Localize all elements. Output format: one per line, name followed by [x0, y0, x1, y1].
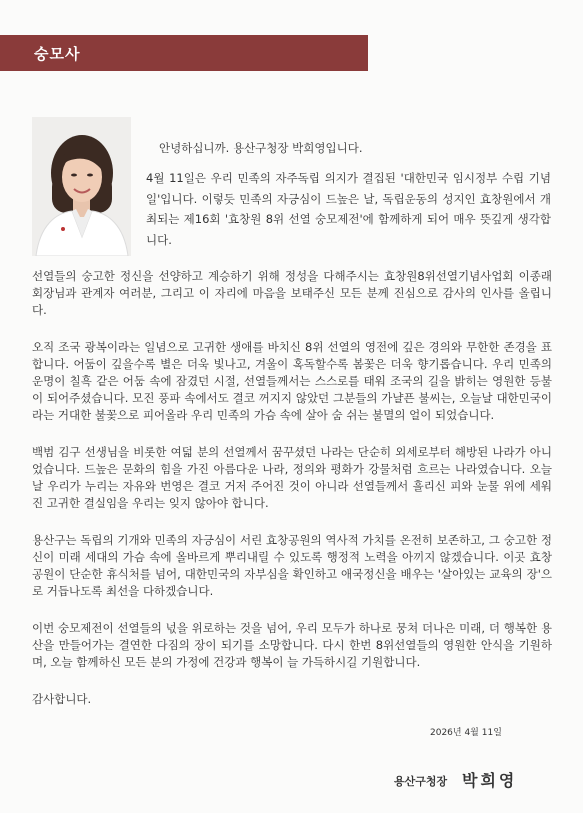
greeting-line: 안녕하십니까. 용산구청장 박희영입니다.	[159, 141, 363, 155]
date-line: 2026년 4월 11일	[430, 728, 502, 738]
paragraph: 용산구는 독립의 기개와 민족의 자긍심이 서린 효창공원의 역사적 가치를 온전히 보존하고, 그 숭고한 정신이 미래 세대의 가슴 속에 올바르게 뿌리내릴 수 있도록 행정적 노력을 아끼지 않겠습니다. 이곳 효창공원이 단순한 휴식처를 넘어, 대한민국의 자부심을 확인하고 애국정신을 배우는 '살아있는 교육의 장'으로 거듭나도록 최선을 다하겠습니다.	[32, 533, 552, 598]
portrait-photo	[32, 117, 131, 256]
closing-line: 감사합니다.	[32, 692, 92, 706]
intro-paragraph: 4월 11일은 우리 민족의 자주독립 의지가 결집된 '대한민국 임시정부 수립 기념일'입니다. 이렇듯 민족의 자긍심이 드높은 날, 독립운동의 성지인 효창원에서 개최되는 제16회 '효창원 8위 선열 숭모제전'에 함께하게 되어 매우 뜻깊게 생각합니다.	[146, 171, 551, 247]
paragraph: 백범 김구 선생님을 비롯한 여덟 분의 선열께서 꿈꾸셨던 나라는 단순히 외세로부터 해방된 나라가 아니었습니다. 드높은 문화의 힘을 가진 아름다운 나라, 정의와 평화가 강물처럼 흐르는 나라였습니다. 오늘날 우리가 누리는 자유와 번영은 결코 거저 주어진 것이 아니라 선열들께서 흘리신 피와 눈물 위에 세워진 고귀한 결실임을 우리는 잊지 않아야 합니다.	[32, 445, 552, 510]
paragraph: 이번 숭모제전이 선열들의 넋을 위로하는 것을 넘어, 우리 모두가 하나로 뭉쳐 더나은 미래, 더 행복한 용산을 만들어가는 결연한 다짐의 장이 되기를 소망합니다. 다시 한번 8위선열들의 영원한 안식을 기원하며, 오늘 함께하신 모든 분의 가정에 건강과 행복이 늘 가득하시길 기원합니다.	[32, 621, 552, 669]
header-bar	[0, 35, 368, 71]
signature-name: 박희영	[462, 771, 518, 790]
signature-title: 용산구청장	[394, 775, 448, 788]
body-paragraphs	[32, 268, 552, 707]
paragraph: 선열들의 숭고한 정신을 선양하고 계승하기 위해 정성을 다해주시는 효창원8위선열기념사업회 이종래 회장님과 관계자 여러분, 그리고 이 자리에 마음을 보태주신 모든 분께 진심으로 감사의 인사를 올립니다.	[32, 269, 552, 317]
page-title: 숭모사	[34, 45, 81, 63]
paragraph: 오직 조국 광복이라는 일념으로 고귀한 생애를 바치신 8위 선열의 영전에 깊은 경의와 무한한 존경을 표합니다. 어둠이 깊을수록 별은 더욱 빛나고, 겨울이 혹독할수록 봄꽃은 더욱 향기롭습니다. 우리 민족의 운명이 칠흑 같은 어둠 속에 잠겼던 시절, 선열들께서는 스스로를 태워 조국의 길을 밝히는 영원한 등불이 되어주셨습니다. 모진 풍파 속에서도 결코 꺼지지 않았던 그분들의 가냘픈 불씨는, 오늘날 대한민국이라는 거대한 불꽃으로 피어올라 우리 민족의 가슴 속에 살아 숨 쉬는 불멸의 얼이 되었습니다.	[32, 340, 552, 422]
portrait-image	[32, 117, 131, 256]
